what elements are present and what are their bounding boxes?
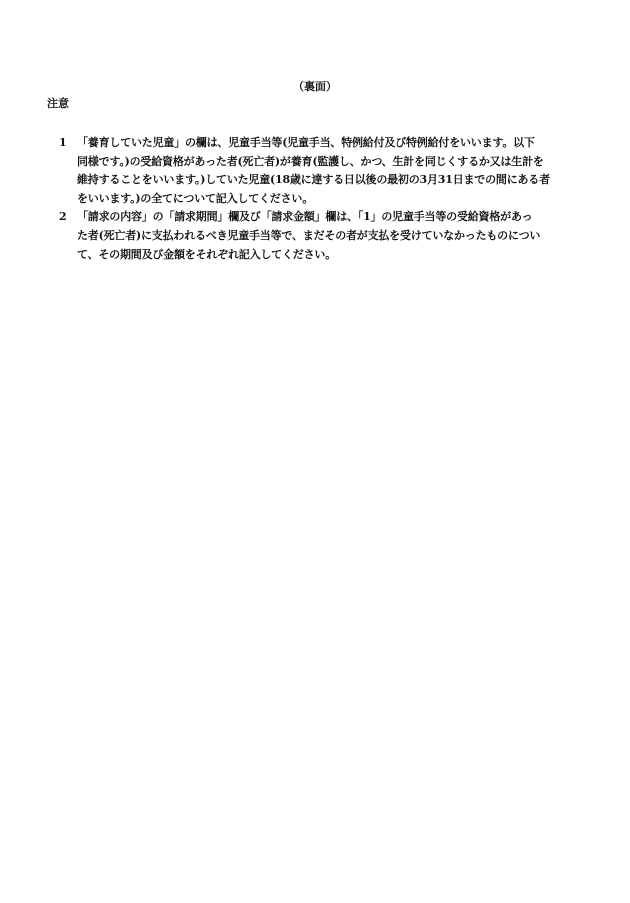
- back-side-title: （裏面）: [293, 80, 337, 93]
- note-number: 1: [59, 136, 67, 149]
- note-text: [77, 208, 581, 264]
- note-line: をいいます。)の全てについて記入してください。: [77, 191, 314, 205]
- note-line: た者(死亡者)に支払われるべき児童手当等で、まだその者が支払を受けていなかったものについ: [77, 228, 541, 242]
- note-number: 2: [59, 210, 67, 224]
- note-item-1: [56, 134, 581, 208]
- note-line: 「請求の内容」の「請求期間」欄及び「請求金額」欄は、「1」の児童手当等の受給資格があっ: [77, 210, 533, 224]
- note-line: て、その期間及び金額をそれぞれ記入してください。: [77, 247, 336, 261]
- note-line: 「養育していた児童」の欄は、児童手当等(児童手当、特例給付及び特例給付をいいます。以下: [77, 136, 535, 149]
- notes-heading: 注意: [47, 97, 69, 110]
- note-text: [77, 134, 581, 208]
- note-item-2: [56, 208, 581, 264]
- note-line: 維持することをいいます。)していた児童(18歳に達する日以後の最初の3月31日までの間にある者: [77, 173, 550, 187]
- note-line: 同様です。)の受給資格があった者(死亡者)が養育(監護し、かつ、生計を同じくするか又は生計を: [77, 154, 544, 168]
- notes-list: [56, 134, 581, 264]
